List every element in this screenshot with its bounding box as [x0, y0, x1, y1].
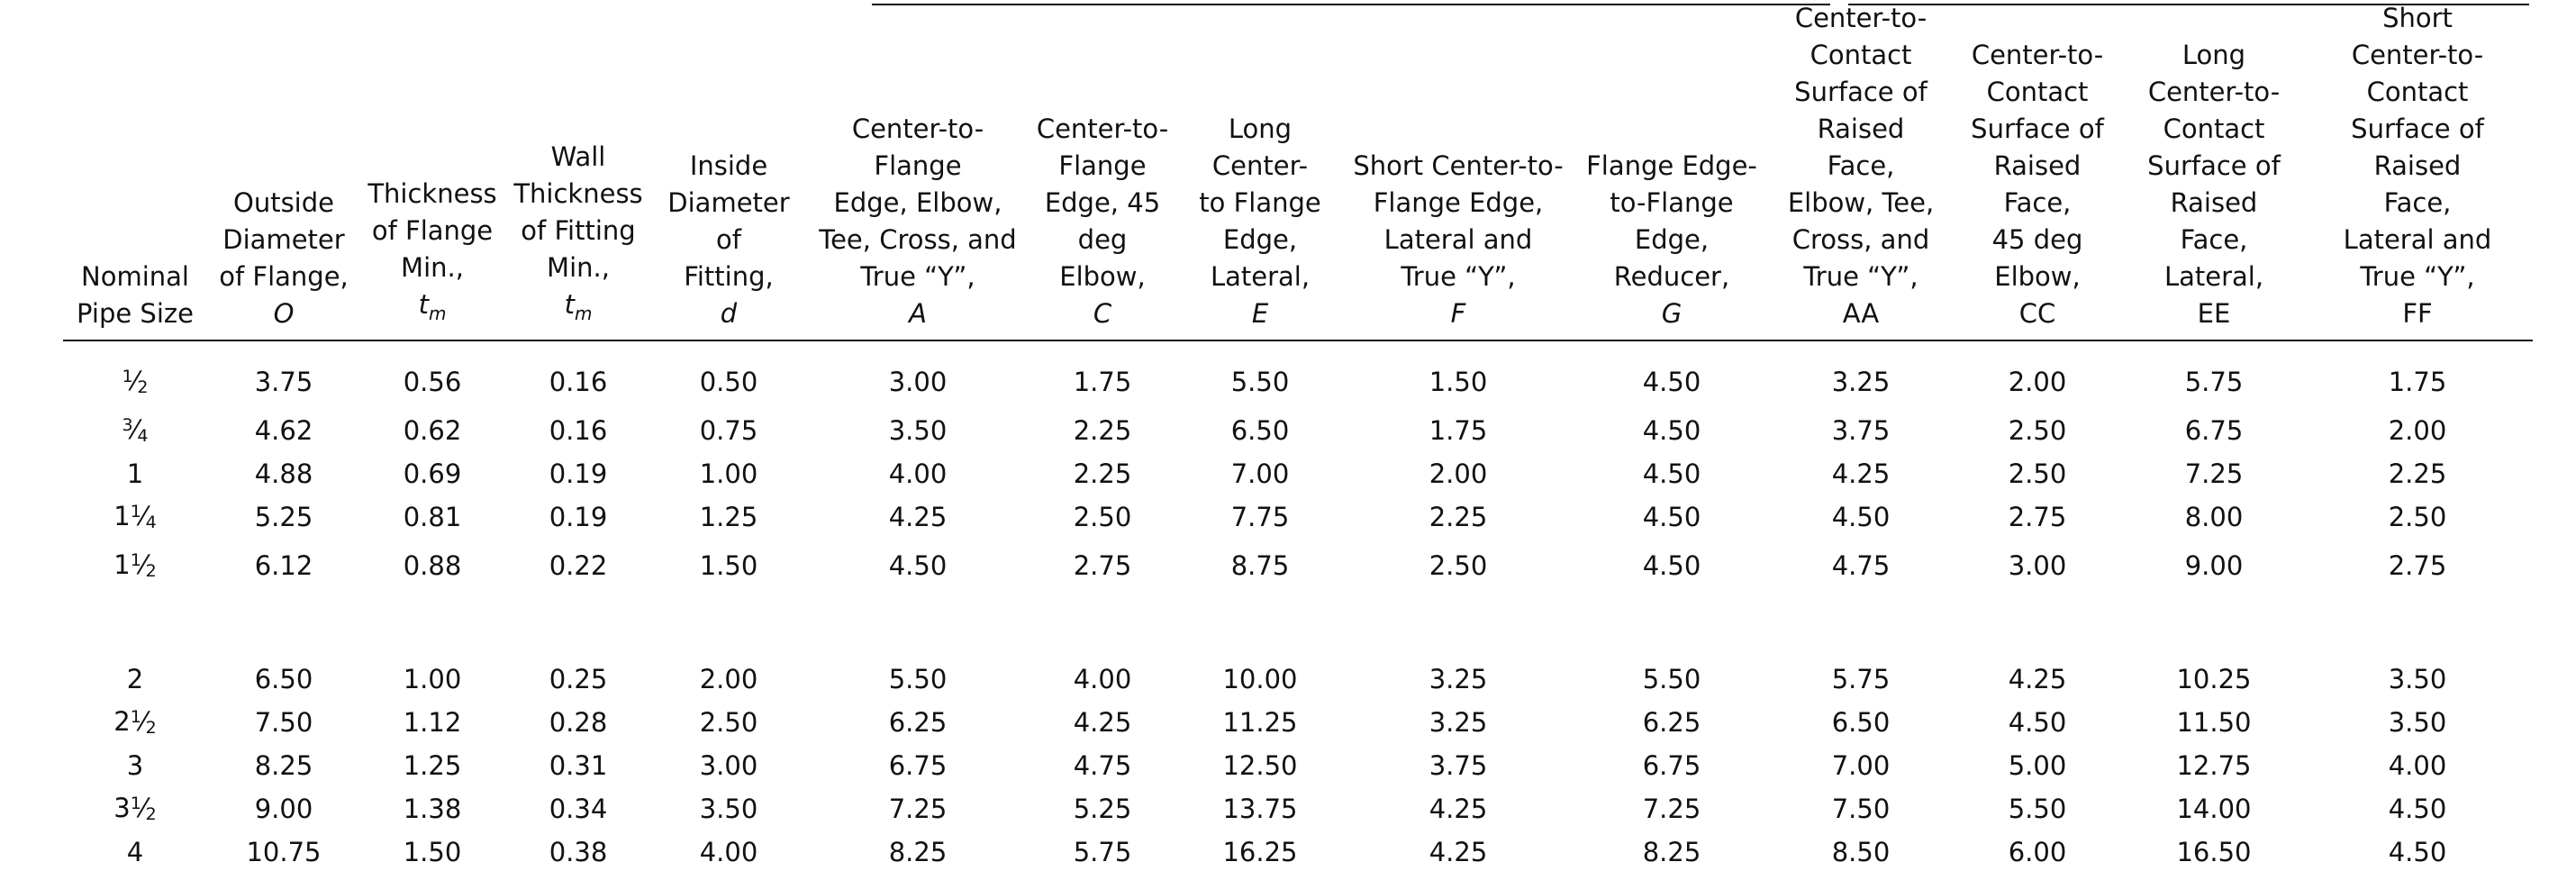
table-cell: 5.75 [1073, 837, 1132, 867]
table-cell: 2.25 [1073, 415, 1132, 446]
table-cell: 4.62 [254, 415, 313, 446]
table-cell: 1.75 [2388, 367, 2447, 397]
column-header-line: Contact [2163, 113, 2265, 144]
column-header-line: Surface of [2351, 113, 2484, 144]
table-cell: 7.25 [2184, 458, 2244, 489]
table-cell: 2.50 [2008, 415, 2067, 446]
column-header-line: Short [2382, 3, 2453, 33]
column-symbol: A [909, 298, 927, 329]
table-row [63, 406, 2533, 455]
table-row [63, 833, 2533, 871]
table-body [63, 340, 2533, 871]
size-whole: 3 [113, 793, 131, 823]
table-cell: 5.75 [2184, 367, 2244, 397]
size-whole: 3 [126, 750, 144, 781]
table-cell: 0.38 [549, 837, 608, 867]
size-whole: 1 [113, 501, 131, 531]
table-cell: 9.00 [2184, 550, 2244, 581]
size-fraction-denominator: 2 [145, 804, 157, 824]
size-fraction-denominator: 2 [137, 377, 149, 397]
size-whole: 2 [113, 706, 131, 737]
table-cell: 4.50 [1831, 502, 1891, 532]
table-cell: 0.19 [549, 458, 608, 489]
column-header-line: of Flange [371, 215, 494, 247]
table-cell: 0.25 [549, 664, 608, 694]
flanged-fitting-dimensions-table [63, 0, 2533, 871]
table-cell: 1.12 [403, 707, 462, 738]
table-cell: 0.34 [549, 794, 608, 824]
column-header-line: Lateral and [2343, 224, 2492, 255]
table-cell: 2.75 [2008, 502, 2067, 532]
size-whole: 4 [126, 837, 144, 867]
size-fraction-slash: ⁄ [141, 549, 146, 580]
column-header-line: Reducer, [1613, 261, 1730, 292]
table-cell: 4.50 [1642, 458, 1701, 489]
column-header-line: to Flange [1199, 187, 1321, 218]
table-cell: 3.25 [1429, 664, 1488, 694]
column-header-line: Long Center- [1211, 113, 1309, 181]
table-cell: 4.88 [254, 458, 313, 489]
table-cell: 9.00 [254, 794, 313, 824]
size-fraction-denominator: 4 [145, 513, 157, 532]
nominal-pipe-size-cell [63, 747, 207, 785]
column-header-line: Center-to-Flange [851, 113, 984, 181]
table-cell: 4.00 [1073, 664, 1132, 694]
size-fraction-numerator: 3 [122, 415, 133, 435]
column-header [2302, 0, 2533, 340]
size-fraction-numerator: 1 [130, 794, 141, 813]
table-cell: 13.75 [1222, 794, 1298, 824]
table-cell: 11.50 [2176, 707, 2252, 738]
table-cell: 7.50 [1831, 794, 1891, 824]
table-cell: 4.00 [888, 458, 948, 489]
column-header-line: Raised [2373, 150, 2462, 181]
table-cell: 4.50 [2008, 707, 2067, 738]
nominal-pipe-size-cell [63, 785, 207, 833]
column-header-line: Contact [1986, 77, 2089, 107]
table-cell: 16.50 [2176, 837, 2252, 867]
table-cell: 5.75 [1831, 664, 1891, 694]
column-header [63, 0, 207, 340]
table-cell: 7.00 [1831, 750, 1891, 781]
table-cell: 8.75 [1230, 550, 1290, 581]
column-symbol: F [1450, 298, 1466, 329]
table-cell: 1.25 [403, 750, 462, 781]
table-cell: 4.00 [699, 837, 758, 867]
column-symbol: O [273, 298, 295, 329]
table-cell: 12.50 [1222, 750, 1298, 781]
table-cell: 4.25 [888, 502, 948, 532]
column-header-line: Flange [1058, 150, 1147, 181]
nominal-pipe-size-cell [63, 455, 207, 493]
table-cell: 4.50 [2388, 794, 2447, 824]
column-header-line: Edge, [1222, 224, 1298, 255]
column-header-line: Elbow, [1059, 261, 1146, 292]
column-symbol: G [1661, 298, 1683, 329]
table-cell: 6.75 [1642, 750, 1701, 781]
table-cell: 1.38 [403, 794, 462, 824]
table-cell: 4.25 [1429, 794, 1488, 824]
nominal-pipe-size-cell [63, 340, 207, 406]
column-header-line: Surface of [2147, 150, 2281, 181]
table-cell: 8.25 [888, 837, 948, 867]
table-cell: 0.31 [549, 750, 608, 781]
table-cell: 2.00 [2008, 367, 2067, 397]
column-header-line: Outside [233, 187, 334, 218]
nominal-pipe-size-cell [63, 493, 207, 541]
table-cell: 2.75 [2388, 550, 2447, 581]
table-cell: 4.25 [1073, 707, 1132, 738]
column-header-line: Fitting, [684, 261, 774, 292]
column-header-line: Min., [547, 252, 610, 284]
table-cell: 6.00 [2008, 837, 2067, 867]
column-header-line: 45 deg [1991, 224, 2083, 255]
column-header-line: Min., [401, 252, 464, 284]
column-header-line: Raised [1817, 113, 1905, 144]
column-header-line: Pipe Size [77, 298, 194, 329]
column-header-line: Elbow, [1994, 261, 2081, 292]
nominal-pipe-size-cell [63, 406, 207, 455]
table-cell: 2.50 [1429, 550, 1488, 581]
table-cell: 8.50 [1831, 837, 1891, 867]
table-cell: 2.50 [699, 707, 758, 738]
table-cell: 10.75 [246, 837, 322, 867]
column-header-line: True “Y”, [860, 261, 975, 292]
table-cell: 6.75 [2184, 415, 2244, 446]
table-cell: 4.50 [888, 550, 948, 581]
table-row [63, 785, 2533, 833]
size-fraction-numerator: 1 [130, 502, 141, 522]
table-cell: 2.25 [1429, 502, 1488, 532]
table-cell: 3.75 [1429, 750, 1488, 781]
table-cell: 1.25 [699, 502, 758, 532]
table-cell: 7.75 [1230, 502, 1290, 532]
table-cell: 0.56 [403, 367, 462, 397]
table-cell: 2.00 [1429, 458, 1488, 489]
column-header-line: Edge, [1634, 224, 1710, 255]
column-symbol: t [564, 289, 575, 321]
table-cell: 0.16 [549, 367, 608, 397]
column-header-line: Edge, 45 [1044, 187, 1161, 218]
size-fraction-numerator: 1 [130, 550, 141, 570]
column-header-line: Cross, and [1791, 224, 1930, 255]
table-cell: 3.75 [254, 367, 313, 397]
column-header [1346, 0, 1571, 340]
column-header-line: Diameter of [667, 187, 790, 255]
table-cell: 2.00 [699, 664, 758, 694]
table-cell: 5.50 [2008, 794, 2067, 824]
table-cell: 10.25 [2176, 664, 2252, 694]
table-cell: 5.00 [2008, 750, 2067, 781]
table-cell: 12.75 [2176, 750, 2252, 781]
size-fraction-slash: ⁄ [141, 501, 146, 531]
table-cell: 1.75 [1073, 367, 1132, 397]
table-cell: 1.00 [699, 458, 758, 489]
column-header-line: AA [1842, 298, 1880, 329]
table-cell: 4.75 [1831, 550, 1891, 581]
column-symbol: C [1093, 298, 1112, 329]
table-row [63, 698, 2533, 747]
column-header-line: Flange Edge, [1373, 187, 1544, 218]
table-cell: 3.50 [699, 794, 758, 824]
column-header-line: Thickness [513, 178, 643, 210]
table-cell: 3.50 [2388, 664, 2447, 694]
column-header-line: Center-to- [1794, 3, 1927, 33]
column-header-line: Nominal [81, 261, 189, 292]
nominal-pipe-size-cell [63, 590, 207, 698]
size-fraction-numerator: 1 [130, 707, 141, 727]
table-cell: 0.22 [549, 550, 608, 581]
table-cell: 4.50 [2388, 837, 2447, 867]
column-header-line: Diameter [222, 224, 345, 255]
size-fraction-denominator: 4 [137, 426, 149, 446]
column-header [1030, 0, 1175, 340]
column-header [652, 0, 805, 340]
table-cell: 3.00 [888, 367, 948, 397]
column-header [1773, 0, 1949, 340]
table-cell: 1.00 [403, 664, 462, 694]
table-cell: 5.25 [254, 502, 313, 532]
table-row [63, 455, 2533, 493]
column-header [1949, 0, 2126, 340]
table-cell: 5.50 [1230, 367, 1290, 397]
column-symbol-subscript: m [574, 303, 593, 324]
column-header-line: True “Y”, [2360, 261, 2475, 292]
table-cell: 4.50 [1642, 415, 1701, 446]
header-row [63, 0, 2533, 340]
size-fraction-slash: ⁄ [132, 414, 138, 445]
table-cell: 4.50 [1642, 550, 1701, 581]
column-header-line: EE [2197, 298, 2231, 329]
column-header-line: Face, [2180, 224, 2248, 255]
table-row [63, 340, 2533, 406]
table-cell: 0.81 [403, 502, 462, 532]
table-cell: 16.25 [1222, 837, 1298, 867]
table-cell: 0.28 [549, 707, 608, 738]
table-cell: 0.62 [403, 415, 462, 446]
column-header [207, 0, 360, 340]
column-header-line: Raised [2170, 187, 2258, 218]
column-header-line: of Flange, [219, 261, 349, 292]
table-cell: 4.00 [2388, 750, 2447, 781]
table-cell: 2.25 [1073, 458, 1132, 489]
column-header-line: of Fitting [521, 215, 636, 247]
column-header-line: True “Y”, [1803, 261, 1918, 292]
table-cell: 0.16 [549, 415, 608, 446]
table-cell: 8.25 [254, 750, 313, 781]
column-header-line: Face, [2383, 187, 2452, 218]
column-header [360, 0, 504, 340]
table-cell: 7.25 [888, 794, 948, 824]
table-cell: 8.25 [1642, 837, 1701, 867]
table-cell: 2.00 [2388, 415, 2447, 446]
table-cell: 2.75 [1073, 550, 1132, 581]
table-cell: 0.50 [699, 367, 758, 397]
column-header-line: Surface of [1971, 113, 2104, 144]
column-header-line: deg [1077, 224, 1128, 255]
column-header-line: Center-to- [2147, 77, 2281, 107]
nominal-pipe-size-cell [63, 541, 207, 590]
column-header-line: Tee, Cross, and [819, 224, 1017, 255]
table-cell: 6.50 [254, 664, 313, 694]
column-header-line: Short Center-to- [1353, 150, 1564, 181]
column-header-line: True “Y”, [1401, 261, 1516, 292]
column-header-line: CC [2018, 298, 2056, 329]
size-fraction-slash: ⁄ [141, 706, 146, 737]
table-cell: 6.50 [1831, 707, 1891, 738]
table-cell: 3.25 [1429, 707, 1488, 738]
table-cell: 3.50 [2388, 707, 2447, 738]
table-cell: 4.50 [1642, 502, 1701, 532]
table-cell: 10.00 [1222, 664, 1298, 694]
table-cell: 0.69 [403, 458, 462, 489]
table-cell: 14.00 [2176, 794, 2252, 824]
column-symbol: t [418, 289, 429, 321]
column-symbol: d [720, 298, 738, 329]
table-cell: 6.75 [888, 750, 948, 781]
nominal-pipe-size-cell [63, 833, 207, 871]
column-header-line: Center-to- [1036, 113, 1169, 144]
size-fraction-denominator: 2 [145, 561, 157, 581]
table-cell: 3.25 [1831, 367, 1891, 397]
column-header-line: Lateral, [1210, 261, 1311, 292]
column-header-line: Contact [1810, 40, 1912, 70]
table-cell: 1.50 [403, 837, 462, 867]
column-header [1175, 0, 1346, 340]
table-row [63, 747, 2533, 785]
column-header-line: Center-to- [1971, 40, 2104, 70]
table-cell: 3.50 [888, 415, 948, 446]
table-cell: 8.00 [2184, 502, 2244, 532]
table-cell: 4.50 [1642, 367, 1701, 397]
column-header-line: Lateral, [2163, 261, 2264, 292]
nominal-pipe-size-cell [63, 698, 207, 747]
column-header-line: Wall [550, 141, 606, 173]
table-cell: 2.25 [2388, 458, 2447, 489]
table-cell: 6.25 [888, 707, 948, 738]
table-cell: 4.25 [2008, 664, 2067, 694]
column-header-line: Long [2181, 40, 2246, 70]
column-header-line: Inside [689, 150, 768, 181]
column-header-line: Elbow, Tee, [1787, 187, 1935, 218]
column-header-line: Raised [1993, 150, 2082, 181]
table-cell: 4.25 [1429, 837, 1488, 867]
column-header-line: Face, [1827, 150, 1895, 181]
table-row [63, 590, 2533, 698]
column-header-line: Lateral and [1383, 224, 1533, 255]
table-cell: 0.88 [403, 550, 462, 581]
table-row [63, 493, 2533, 541]
table-cell: 2.50 [1073, 502, 1132, 532]
column-header [805, 0, 1030, 340]
column-header-line: Face, [2003, 187, 2072, 218]
table-cell: 0.75 [699, 415, 758, 446]
size-fraction-slash: ⁄ [141, 793, 146, 823]
column-symbol-subscript: m [428, 303, 447, 324]
table-cell: 7.25 [1642, 794, 1701, 824]
size-whole: 1 [126, 458, 144, 489]
table-cell: 0.19 [549, 502, 608, 532]
column-header-line: Contact [2366, 77, 2469, 107]
size-fraction-denominator: 2 [145, 718, 157, 738]
table-cell: 3.00 [699, 750, 758, 781]
size-fraction-slash: ⁄ [132, 366, 138, 396]
table-cell: 1.50 [699, 550, 758, 581]
size-whole: 2 [126, 664, 144, 694]
column-header-line: Flange Edge- [1586, 150, 1757, 181]
table-cell: 5.50 [1642, 664, 1701, 694]
table-cell: 2.50 [2388, 502, 2447, 532]
table-cell: 2.50 [2008, 458, 2067, 489]
size-whole: 1 [113, 549, 131, 580]
table-cell: 3.00 [2008, 550, 2067, 581]
table-cell: 6.12 [254, 550, 313, 581]
column-header-line: Thickness [367, 178, 497, 210]
column-header-line: to-Flange [1610, 187, 1734, 218]
column-header [2126, 0, 2302, 340]
table-cell: 1.50 [1429, 367, 1488, 397]
column-header-line: FF [2402, 298, 2433, 329]
column-symbol: E [1251, 298, 1269, 329]
table-cell: 7.00 [1230, 458, 1290, 489]
column-header-line: Surface of [1794, 77, 1927, 107]
table-cell: 11.25 [1222, 707, 1298, 738]
table-cell: 6.25 [1642, 707, 1701, 738]
size-fraction-numerator: 1 [122, 367, 133, 386]
column-header [1571, 0, 1773, 340]
table-cell: 5.25 [1073, 794, 1132, 824]
table-row [63, 541, 2533, 590]
table-cell: 1.75 [1429, 415, 1488, 446]
column-header-line: Center-to- [2351, 40, 2484, 70]
table-cell: 3.75 [1831, 415, 1891, 446]
table-cell: 5.50 [888, 664, 948, 694]
table-cell: 7.50 [254, 707, 313, 738]
table-cell: 4.75 [1073, 750, 1132, 781]
column-header [504, 0, 652, 340]
column-header-line: Edge, Elbow, [833, 187, 1002, 218]
table-cell: 6.50 [1230, 415, 1290, 446]
table-cell: 4.25 [1831, 458, 1891, 489]
